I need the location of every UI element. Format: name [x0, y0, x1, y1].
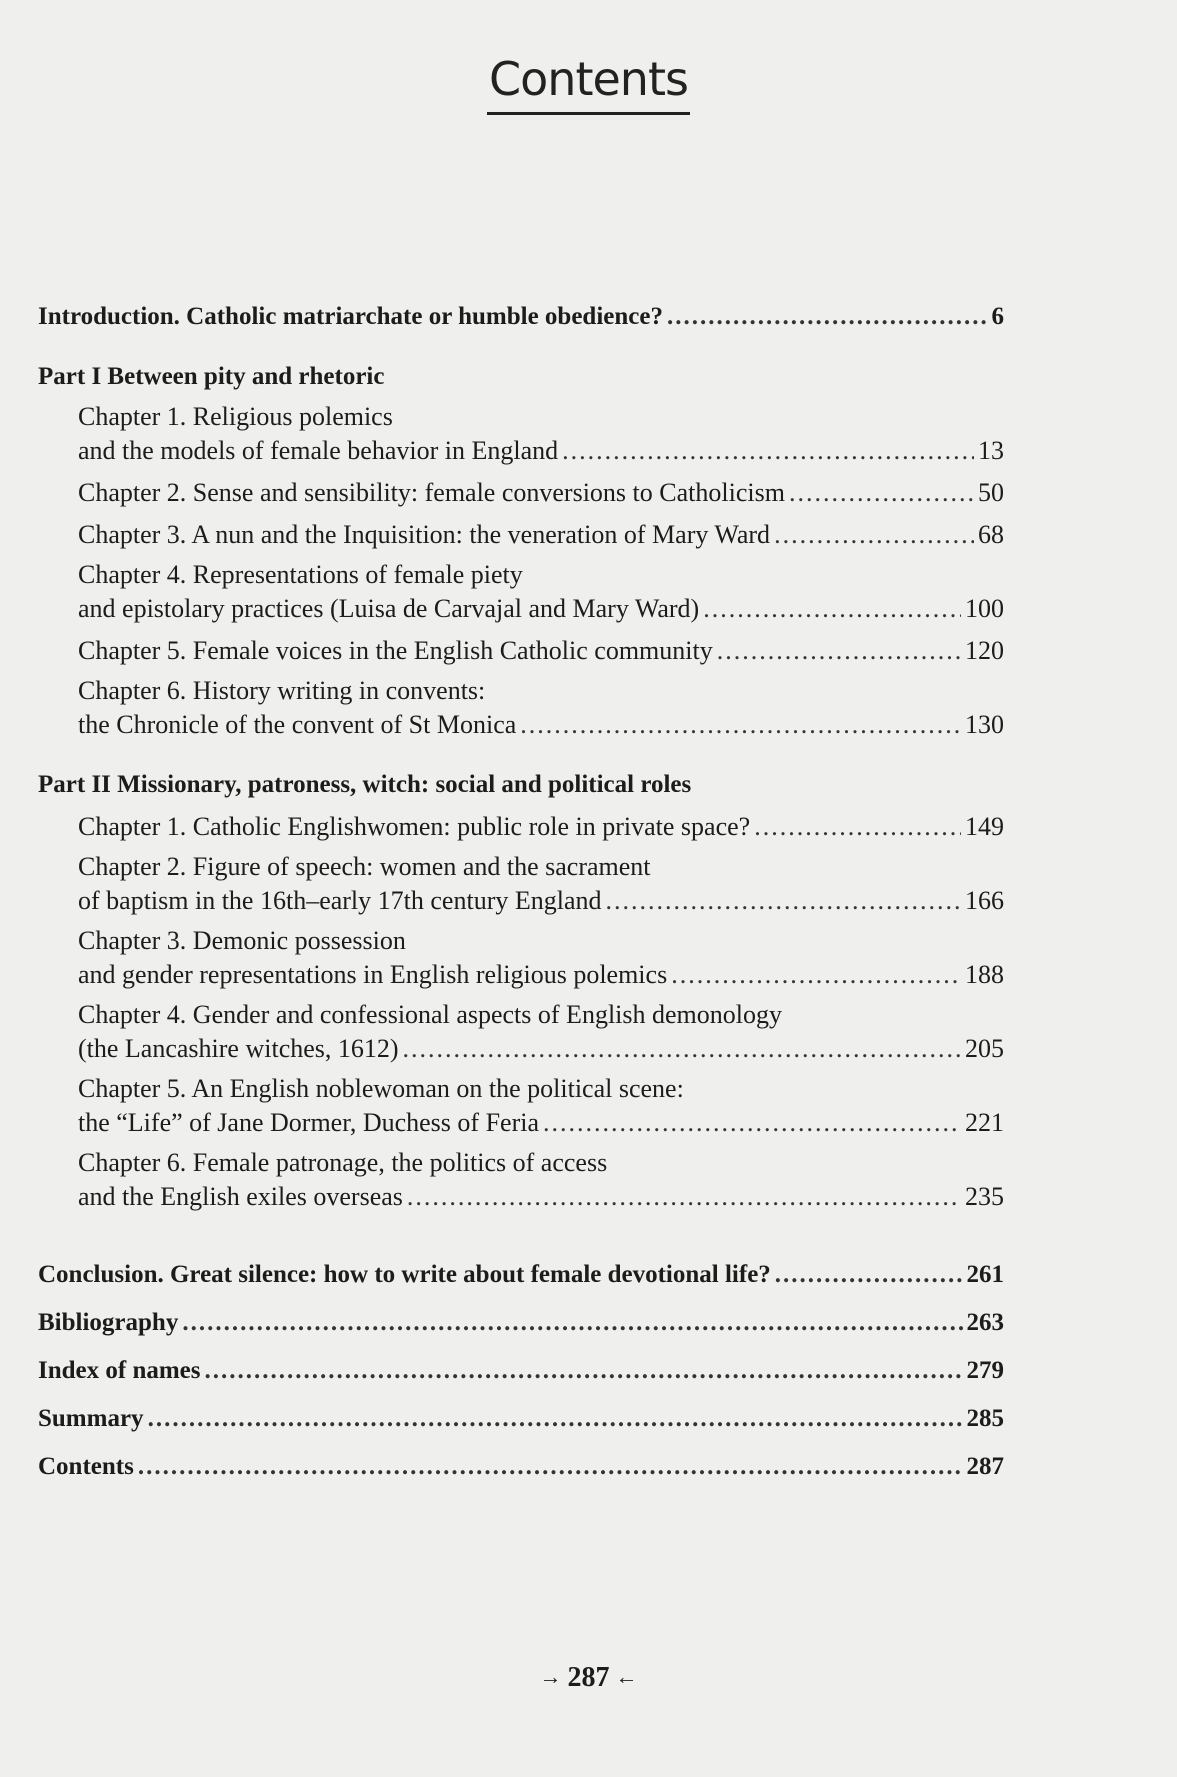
chapter-title-line: and the English exiles overseas [78, 1182, 403, 1211]
leader-dots [775, 1258, 963, 1292]
toc-entry-page: 261 [966, 1261, 1004, 1288]
chapter-last-line [78, 592, 1004, 626]
page-number: 287 [567, 1662, 610, 1693]
toc-entry-label: Introduction. Catholic matriarchate or humble obedience? [38, 303, 663, 330]
chapter-last-line [78, 1106, 1004, 1140]
chapter-last-line [78, 958, 1004, 992]
toc-chapter[interactable] [38, 634, 1004, 668]
leader-dots [667, 300, 988, 334]
toc-chapter[interactable] [38, 518, 1004, 552]
toc-entry-contents[interactable] [38, 1450, 1004, 1484]
chapter-title-line: Chapter 3. Demonic possession [78, 926, 406, 955]
leader-dots [562, 434, 974, 468]
chapter-title-line: Chapter 1. Catholic Englishwomen: public role in private space? [78, 812, 751, 841]
arrow-left-icon: ← [615, 1664, 638, 1689]
toc-entry-index-of-names[interactable] [38, 1354, 1004, 1388]
chapter-last-line [78, 518, 1004, 552]
leader-dots [606, 884, 962, 918]
toc-chapter[interactable] [38, 924, 1004, 992]
toc-entry-conclusion[interactable] [38, 1258, 1004, 1292]
chapter-last-line [78, 884, 1004, 918]
toc-entry-label: Bibliography [38, 1309, 179, 1336]
toc-entry-page: 50 [978, 478, 1004, 507]
toc-entry-page: 285 [966, 1405, 1004, 1432]
leader-dots [148, 1402, 963, 1436]
chapter-title-line: Chapter 1. Religious polemics [78, 402, 393, 431]
toc-entry-introduction[interactable] [38, 300, 1004, 334]
part-heading-1: Part I Between pity and rhetoric [38, 363, 385, 390]
toc-entry-label: Summary [38, 1405, 144, 1432]
chapter-title-line: Chapter 4. Representations of female piety [78, 560, 523, 589]
toc-entry-summary[interactable] [38, 1402, 1004, 1436]
leader-dots [703, 592, 961, 626]
toc-entry-bibliography[interactable] [38, 1306, 1004, 1340]
leader-dots [182, 1306, 962, 1340]
leader-dots [205, 1354, 963, 1388]
chapter-title-line: (the Lancashire witches, 1612) [78, 1034, 399, 1063]
toc-entry-page: 279 [966, 1357, 1004, 1384]
toc-entry-page: 100 [965, 594, 1004, 623]
toc-chapter[interactable] [38, 1146, 1004, 1214]
toc-entry-page: 13 [978, 436, 1004, 465]
chapter-title-line: and epistolary practices (Luisa de Carvajal and Mary Ward) [78, 594, 700, 623]
toc-entry-page: 130 [965, 710, 1004, 739]
table-of-contents [38, 300, 1004, 1484]
leader-dots [774, 518, 974, 552]
toc-entry-page: 263 [966, 1309, 1004, 1336]
page-header [0, 52, 1177, 115]
page-title: Contents [487, 52, 690, 115]
leader-dots [754, 810, 961, 844]
toc-entry-page: 205 [965, 1034, 1004, 1063]
chapter-title-line: Chapter 3. A nun and the Inquisition: the veneration of Mary Ward [78, 520, 771, 549]
chapter-title-line: Chapter 6. History writing in convents: [78, 676, 486, 705]
chapter-title-line: and gender representations in English religious polemics [78, 960, 668, 989]
chapter-title-line: the “Life” of Jane Dormer, Duchess of Feria [78, 1108, 539, 1137]
chapter-last-line [78, 434, 1004, 468]
toc-chapter[interactable] [38, 810, 1004, 844]
toc-chapter[interactable] [38, 558, 1004, 626]
part-heading-2: Part II Missionary, patroness, witch: social and political roles [38, 771, 692, 798]
chapter-title-line: and the models of female behavior in England [78, 436, 559, 465]
leader-dots [717, 634, 961, 668]
chapter-title-line: Chapter 4. Gender and confessional aspects of English demonology [78, 1000, 782, 1029]
toc-entry-page: 188 [965, 960, 1004, 989]
toc-chapter[interactable] [38, 850, 1004, 918]
toc-entry-label: Index of names [38, 1357, 201, 1384]
chapter-title-line: Chapter 5. Female voices in the English Catholic community [78, 636, 713, 665]
toc-chapter[interactable] [38, 998, 1004, 1066]
toc-entry-label: Contents [38, 1453, 134, 1480]
leader-dots [138, 1450, 963, 1484]
chapter-title-line: Chapter 6. Female patronage, the politics of access [78, 1148, 608, 1177]
toc-entry-page: 166 [965, 886, 1004, 915]
leader-dots [520, 708, 961, 742]
toc-chapter[interactable] [38, 400, 1004, 468]
chapter-title-line: Chapter 2. Sense and sensibility: female conversions to Catholicism [78, 478, 785, 507]
toc-entry-page: 6 [991, 303, 1004, 330]
chapter-last-line [78, 476, 1004, 510]
chapter-last-line [78, 810, 1004, 844]
chapter-title-line: Chapter 2. Figure of speech: women and the sacrament [78, 852, 651, 881]
leader-dots [403, 1032, 961, 1066]
backmatter-list [38, 1258, 1004, 1484]
toc-entry-label: Conclusion. Great silence: how to write about female devotional life? [38, 1261, 771, 1288]
toc-chapter[interactable] [38, 1072, 1004, 1140]
toc-chapter[interactable] [38, 674, 1004, 742]
chapter-title-line: the Chronicle of the convent of St Monica [78, 710, 517, 739]
chapter-last-line [78, 1032, 1004, 1066]
toc-entry-page: 149 [965, 812, 1004, 841]
toc-entry-page: 120 [965, 636, 1004, 665]
chapter-title-line: of baptism in the 16th–early 17th century England [78, 886, 602, 915]
toc-entry-page: 235 [965, 1182, 1004, 1211]
leader-dots [407, 1180, 961, 1214]
toc-entry-page: 221 [965, 1108, 1004, 1137]
chapter-last-line [78, 708, 1004, 742]
toc-entry-page: 68 [978, 520, 1004, 549]
leader-dots [543, 1106, 961, 1140]
arrow-right-icon: → [539, 1664, 562, 1689]
chapter-title-line: Chapter 5. An English noblewoman on the political scene: [78, 1074, 684, 1103]
toc-chapter[interactable] [38, 476, 1004, 510]
leader-dots [789, 476, 974, 510]
toc-entry-page: 287 [966, 1453, 1004, 1480]
leader-dots [671, 958, 961, 992]
page-footer [0, 1662, 1177, 1694]
chapter-last-line [78, 1180, 1004, 1214]
chapter-last-line [78, 634, 1004, 668]
